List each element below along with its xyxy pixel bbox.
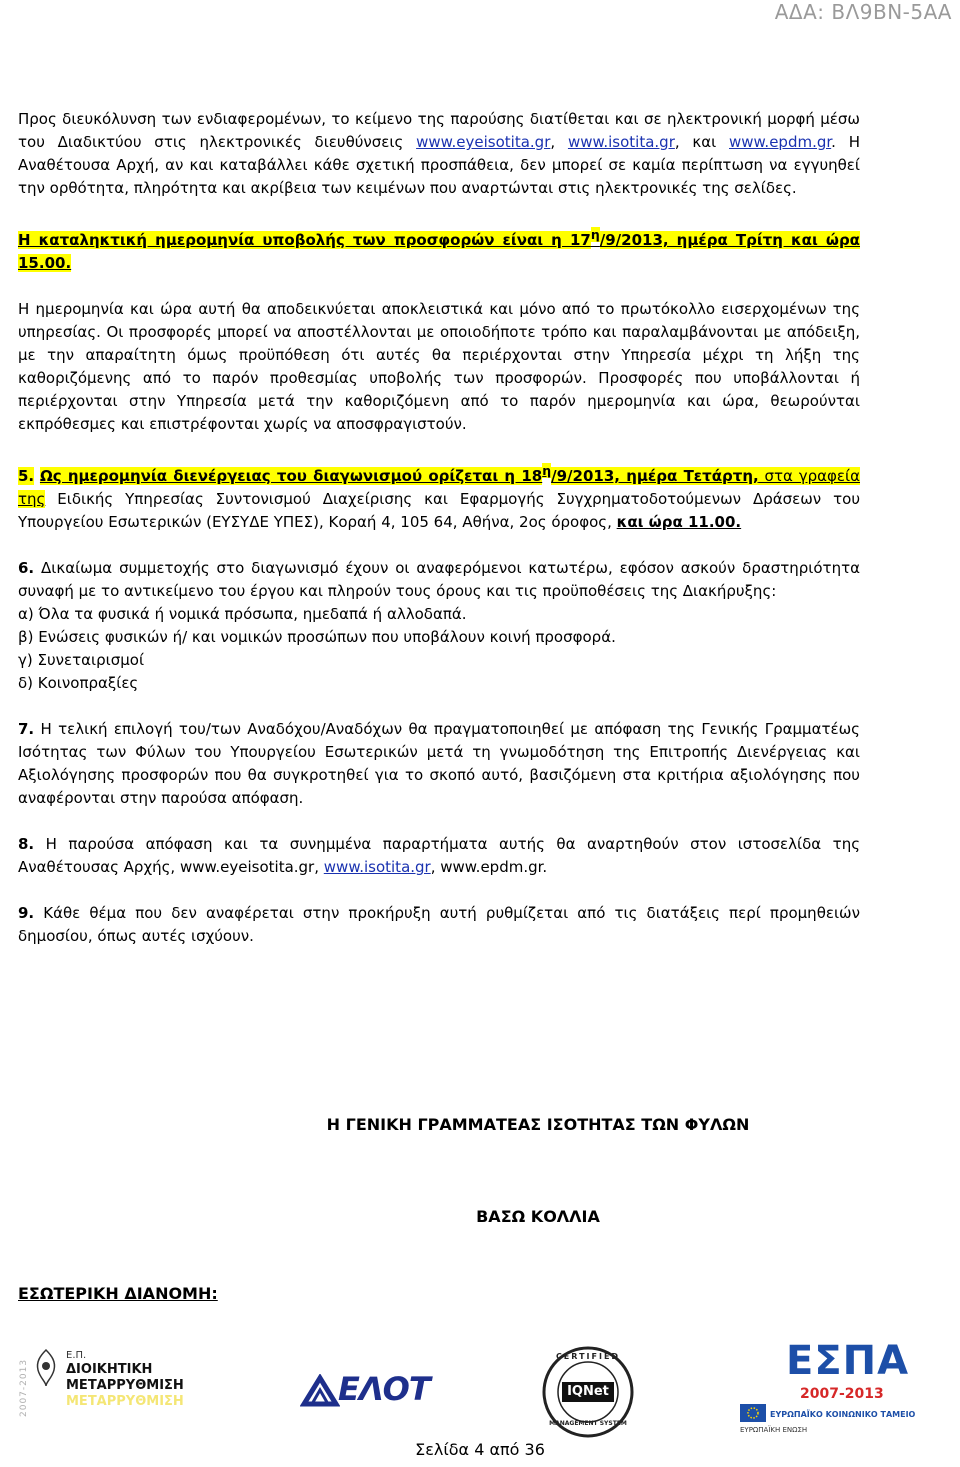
item-7-number: 7. xyxy=(18,720,35,738)
ep-title-shadow: ΜΕΤΑΡΡΥΘΜΙΣΗ xyxy=(66,1394,184,1409)
espa-tagline: ΕΥΡΩΠΑΪΚΗ ΕΝΩΣΗ xyxy=(740,1426,808,1434)
item-6-list-a: α) Όλα τα φυσικά ή νομικά πρόσωπα, ημεδαπά ή αλλοδαπά. xyxy=(18,605,467,623)
item-6-list-d: δ) Κοινοπραξίες xyxy=(18,674,139,692)
item-6-text: Δικαίωμα συμμετοχής στο διαγωνισμό έχουν οι αναφερόμενοι κατωτέρω, εφόσον ασκούν δραστηριότητα συναφή με το αντικείμενο του έργου και πληρούν τους όρους και τις προϋποθέσεις της Διακήρυξης: xyxy=(18,559,860,600)
espa-years: 2007-2013 xyxy=(800,1386,884,1402)
espa-fund: ΕΥΡΩΠΑΪΚΟ ΚΟΙΝΩΝΙΚΟ ΤΑΜΕΙΟ xyxy=(770,1410,916,1419)
submission-text-a: Η ημερομηνία και ώρα αυτή θα αποδεικνύεται αποκλειστικά και μόνο από το πρωτόκολλο εισερχομένων της υπηρεσίας. xyxy=(18,300,860,341)
item-6-number: 6. xyxy=(18,559,35,577)
intro-sep2: , και xyxy=(674,133,717,151)
ep-title-2: ΜΕΤΑΡΡΥΘΜΙΣΗ xyxy=(66,1378,184,1393)
item-5-time: και ώρα 11.00. xyxy=(616,513,742,531)
signature-name: ΒΑΣΩ ΚΟΛΛΙΑ xyxy=(476,1207,600,1226)
item-6 xyxy=(18,557,860,603)
link-eyeisotita[interactable]: www.eyeisotita.gr xyxy=(416,133,551,151)
link-epdm[interactable]: www.epdm.gr xyxy=(729,133,832,151)
internal-distribution-heading: ΕΣΩΤΕΡΙΚΗ ΔΙΑΝΟΜΗ: xyxy=(18,1284,218,1303)
espa-text: ΕΣΠΑ xyxy=(786,1338,910,1384)
item-6-list-c: γ) Συνεταιρισμοί xyxy=(18,651,145,669)
ep-years-vertical: 2007-2013 xyxy=(19,1358,29,1417)
ada-code: ΑΔΑ: ΒΛ9ΒΝ-5ΑΑ xyxy=(774,0,952,24)
signature-title: Η ΓΕΝΙΚΗ ΓΡΑΜΜΑΤΕΑΣ ΙΣΟΤΗΤΑΣ ΤΩΝ ΦΥΛΩΝ xyxy=(326,1115,750,1134)
elot-mark-icon xyxy=(300,1374,340,1410)
submission-paragraph xyxy=(18,298,860,436)
item-9 xyxy=(18,902,860,948)
iqnet-mid: IQNet xyxy=(567,1384,609,1399)
iqnet-bottom: MANAGEMENT SYSTEM xyxy=(549,1420,627,1427)
item-5-number: 5. xyxy=(18,467,35,485)
item-5-offices: στα γραφεία της xyxy=(18,467,860,508)
page-number: Σελίδα 4 από 36 xyxy=(415,1440,545,1459)
ep-title-1: ΔΙΟΙΚΗΤΙΚΗ xyxy=(66,1362,153,1377)
item-8 xyxy=(18,833,860,879)
elot-logo xyxy=(300,1372,430,1412)
submission-text-b: Οι προσφορές μπορεί να αποστέλλονται με οποιοδήποτε τρόπο και παραλαμβάνονται με απόδειξη, με την απαραίτητη όμως προϋπόθεση ότι αυτές θα περιέρχονται στην Υπηρεσία μέχρι τη λήξη της καθοριζόμενης από το παρόν προθεσμίας υποβολής των προσφορών. Προσφορές που υποβάλλονται ή περιέρχονται στην Υπηρεσία μετά την καθοριζόμενη από το παρόν ημερομηνία και ώρα, θεωρούνται εκπρόθεσμες και επιστρέφονται χωρίς να αποσφραγιστούν. xyxy=(18,323,860,433)
item-9-number: 9. xyxy=(18,904,35,922)
item-8-text-a: Η παρούσα απόφαση και τα συνημμένα παραρτήματα αυτής θα αναρτηθούν στον ιστοσελίδα της Αναθέτουσας Αρχής, www.eyeisotita.gr, xyxy=(18,835,860,876)
item-5-sup: η xyxy=(542,463,552,478)
iqnet-logo xyxy=(540,1344,636,1440)
ep-label: Ε.Π. xyxy=(66,1350,87,1361)
intro-sep1: , xyxy=(550,133,556,151)
item-5-date-a: Ως ημερομηνία διενέργειας του διαγωνισμού ορίζεται η 18 xyxy=(39,467,543,485)
item-8-link[interactable]: www.isotita.gr xyxy=(323,858,431,876)
intro-text-b: . Η Αναθέτουσα Αρχή, αν και καταβάλλει κάθε σχετική προσπάθεια, δεν μπορεί σε καμία περίπτωση να εγγυηθεί την ορθότητα, πληρότητα και ακρίβεια των κειμένων που αναρτώνται στις ηλεκτρονικές της σελίδες. xyxy=(18,133,860,197)
deadline-sup: η xyxy=(590,227,600,242)
eu-flag-icon xyxy=(740,1404,766,1422)
intro-text-a: Προς διευκόλυνση των ενδιαφερομένων, το κείμενο της παρούσης διατίθεται και σε ηλεκτρονική μορφή μέσω του Διαδικτύου στις ηλεκτρονικές διευθύνσεις xyxy=(18,110,860,151)
footer-logos xyxy=(0,1330,960,1440)
item-8-number: 8. xyxy=(18,835,35,853)
ep-emblem-icon xyxy=(30,1348,62,1388)
intro-paragraph xyxy=(18,108,860,200)
deadline-text-b: /9/2013, ημέρα Τρίτη και ώρα 15.00. xyxy=(18,231,860,272)
item-6-list-b: β) Ενώσεις φυσικών ή/ και νομικών προσώπων που υποβάλουν κοινή προσφορά. xyxy=(18,628,616,646)
item-7 xyxy=(18,718,860,810)
link-isotita[interactable]: www.isotita.gr xyxy=(567,133,675,151)
document-body xyxy=(18,108,860,948)
ep-logo xyxy=(14,1338,204,1438)
elot-text: ΕΛΟΤ xyxy=(338,1370,430,1408)
deadline-text-a: Η καταληκτική ημερομηνία υποβολής των προσφορών είναι η 17 xyxy=(18,231,591,249)
item-9-text: Κάθε θέμα που δεν αναφέρεται στην προκήρυξη αυτή ρυθμίζεται από τις διατάξεις περί προμηθειών δημοσίου, όπως αυτές ισχύουν. xyxy=(18,904,860,945)
item-5-date-b: /9/2013, ημέρα Τετάρτη, xyxy=(551,467,759,485)
item-7-text: Η τελική επιλογή του/των Αναδόχου/Αναδόχων θα πραγματοποιηθεί με απόφαση της Γενικής Γραμματέως Ισότητας των Φύλων του Υπουργείου Εσωτερικών μετά τη γνωμοδότηση της Επιτροπής Διενέργειας και Αξιολόγησης προσφορών που θα συγκροτηθεί για το σκοπό αυτό, βασιζόμενη στα κριτήρια αξιολόγησης που αναφέρονται στην παρούσα απόφαση. xyxy=(18,720,860,807)
item-5 xyxy=(18,459,860,534)
item-5-address: Ειδικής Υπηρεσίας Συντονισμού Διαχείρισης και Εφαρμογής Συγχρηματοδοτούμενων Δράσεων του Υπουργείου Εσωτερικών (ΕΥΣΥΔΕ ΥΠΕΣ), Κοραή 4, 105 64, Αθήνα, 2ος όροφος, xyxy=(18,490,860,531)
deadline-paragraph xyxy=(18,223,860,275)
espa-logo xyxy=(740,1338,952,1442)
item-8-text-b: , www.epdm.gr. xyxy=(430,858,548,876)
iqnet-top: CERTIFIED xyxy=(555,1352,621,1361)
